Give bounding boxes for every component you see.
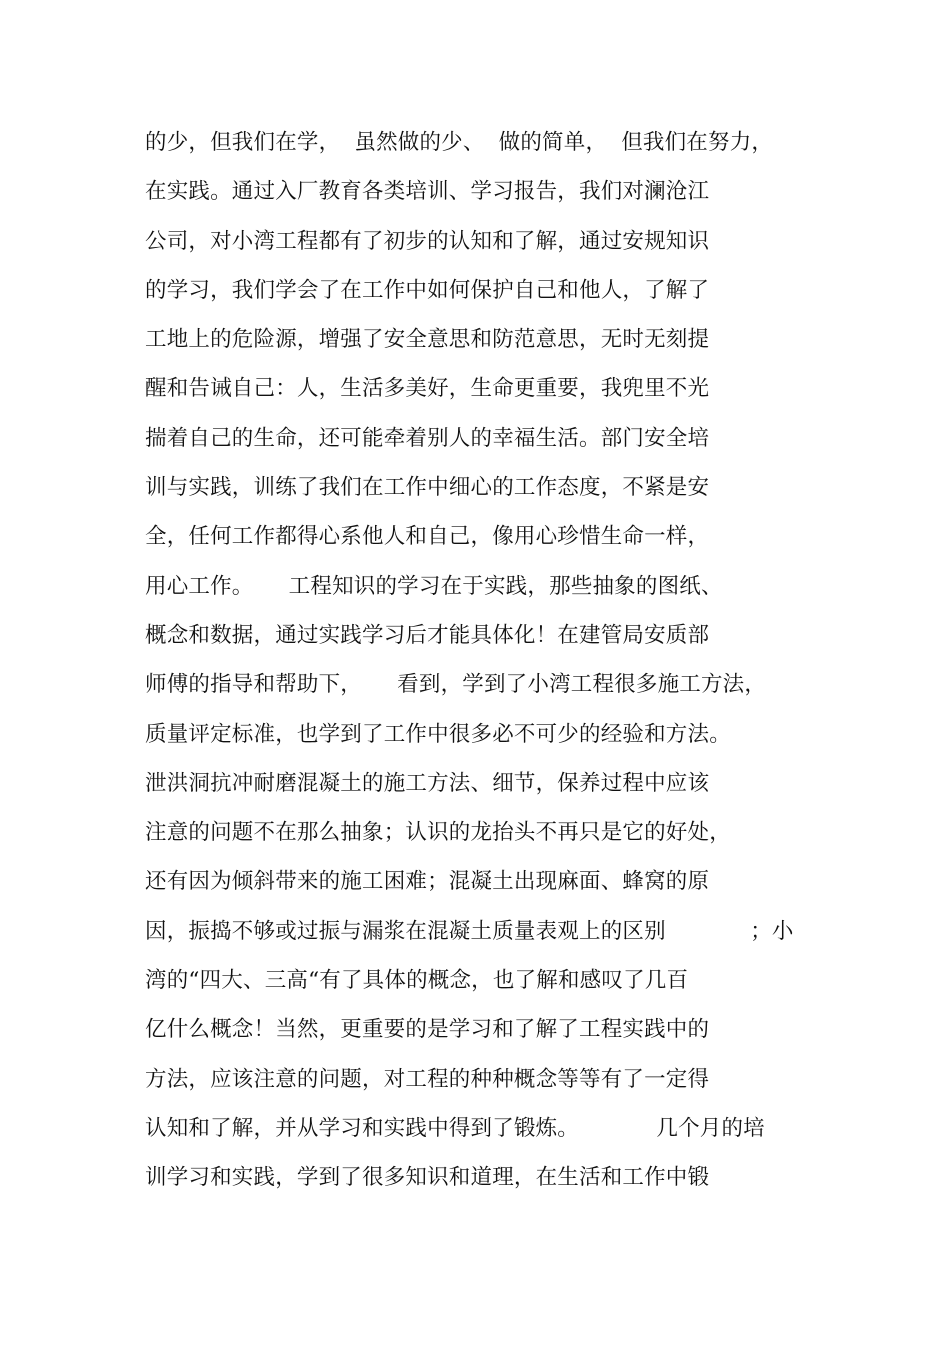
text-line: 训与实践，训练了我们在工作中细心的工作态度，不紧是安 — [145, 475, 710, 501]
text-line: 因，振捣不够或过振与漏浆在混凝土质量表观上的区别 ；小 — [145, 918, 794, 944]
text-line: 方法，应该注意的问题，对工程的种种概念等等有了一定得 — [145, 1066, 710, 1092]
body-text — [145, 118, 835, 1203]
text-line: 醒和告诫自己：人，生活多美好，生命更重要，我兜里不光 — [145, 376, 710, 402]
text-line: 湾的“四大、三高“有了具体的概念，也了解和感叹了几百 — [145, 968, 689, 994]
text-line: 的学习，我们学会了在工作中如何保护自己和他人，了解了 — [145, 277, 710, 303]
text-line: 用心工作。 工程知识的学习在于实践，那些抽象的图纸、 — [145, 573, 723, 599]
text-line: 在实践。通过入厂教育各类培训、学习报告，我们对澜沧江 — [145, 179, 710, 205]
text-line: 质量评定标准，也学到了工作中很多必不可少的经验和方法。 — [145, 721, 731, 747]
text-line: 公司，对小湾工程都有了初步的认知和了解，通过安规知识 — [145, 228, 710, 254]
text-line: 泄洪洞抗冲耐磨混凝土的施工方法、细节，保养过程中应该 — [145, 770, 710, 796]
text-line: 师傅的指导和帮助下， 看到，学到了小湾工程很多施工方法， — [145, 672, 767, 698]
text-line: 全，任何工作都得心系他人和自己，像用心珍惜生命一样， — [145, 524, 710, 550]
text-line: 揣着自己的生命，还可能牵着别人的幸福生活。部门安全培 — [145, 425, 710, 451]
text-line: 训学习和实践，学到了很多知识和道理，在生活和工作中锻 — [145, 1165, 710, 1191]
text-line: 认知和了解，并从学习和实践中得到了锻炼。 几个月的培 — [145, 1115, 765, 1141]
text-line: 概念和数据，通过实践学习后才能具体化！在建管局安质部 — [145, 622, 710, 648]
text-line: 还有因为倾斜带来的施工困难；混凝土出现麻面、蜂窝的原 — [145, 869, 710, 895]
text-line: 的少，但我们在学， 虽然做的少、 做的简单， 但我们在努力， — [145, 130, 774, 155]
text-line: 工地上的危险源，增强了安全意思和防范意思，无时无刻提 — [145, 327, 710, 353]
text-line: 亿什么概念！当然，更重要的是学习和了解了工程实践中的 — [145, 1017, 710, 1043]
text-line: 注意的问题不在那么抽象；认识的龙抬头不再只是它的好处， — [145, 820, 731, 846]
